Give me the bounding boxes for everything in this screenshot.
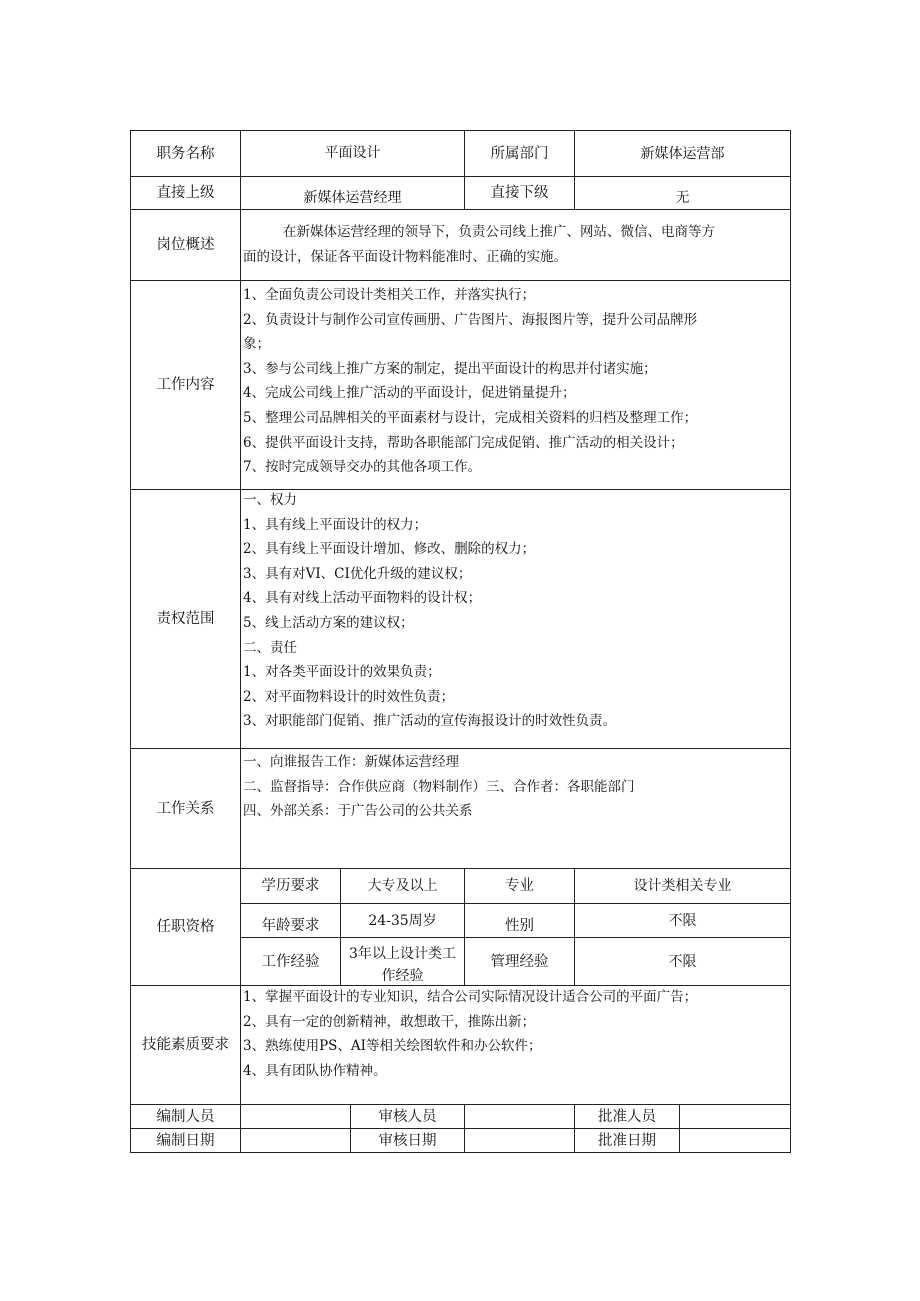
list-item: 2、负责设计与制作公司宣传画册、广告图片、海报图片等，提升公司品牌形 [243,311,698,328]
list-item: 3、熟练使用PS、AI等相关绘图软件和办公软件； [243,1038,542,1055]
list-item: 2、具有一定的创新精神，敢想敢干，推陈出新； [243,1013,536,1030]
list-item: 四、外部关系：于广告公司的公共关系 [243,803,473,820]
prepared-date-field[interactable] [241,1129,350,1152]
overview-line: 面的设计，保证各平面设计物料能准时、正确的实施。 [243,249,567,265]
list-item: 3、具有对VI、CI优化升级的建议权； [243,565,472,582]
table-border-bottom [130,1152,791,1153]
list-item: 二、监督指导：合作供应商（物料制作）三、合作者：各职能部门 [243,778,635,795]
management-value: 不限 [668,953,697,970]
overview-text [243,220,789,270]
list-item: 二、责任 [243,639,297,656]
education-label: 学历要求 [261,878,320,894]
list-item: 1、对各类平面设计的效果负责； [243,664,441,681]
gender-label: 性别 [505,918,534,934]
relations-label: 工作关系 [156,800,215,817]
age-label: 年龄要求 [261,918,320,934]
reviewed-date-field[interactable] [465,1129,574,1152]
duties-list [243,283,789,480]
list-item: 7、按时完成领导交办的其他各项工作。 [243,459,482,476]
list-item: 一、权力 [243,492,297,508]
skills-list [243,985,789,1083]
age-value: 24-35周岁 [368,912,437,929]
overview-label: 岗位概述 [156,237,215,253]
list-item: 一、向谁报告工作：新媒体运营经理 [243,754,459,770]
approved-date-label: 批准日期 [598,1132,656,1149]
col-divider [240,130,241,1153]
reviewed-by-field[interactable] [465,1105,574,1128]
position-name-value: 平面设计 [324,145,381,161]
experience-value [341,938,464,985]
reviewed-by-label: 审核人员 [378,1108,437,1125]
relations-list [243,750,789,824]
department-label: 所属部门 [490,145,549,162]
superior-value: 新媒体运营经理 [303,190,402,206]
approved-by-field[interactable] [680,1105,790,1128]
subordinate-label: 直接下级 [490,185,549,201]
list-item: 1、具有线上平面设计的权力； [243,516,428,533]
list-item: 3、对职能部门促销、推广活动的宣传海报设计的时效性负责。 [243,713,617,730]
list-item: 4、完成公司线上推广活动的平面设计，促进销量提升； [243,385,576,402]
list-item: 1、全面负责公司设计类相关工作，并落实执行； [243,287,536,303]
prepared-date-label: 编制日期 [156,1132,215,1149]
list-item: 4、具有对线上活动平面物料的设计权； [243,590,482,607]
overview-line: 在新媒体运营经理的领导下，负责公司线上推广、网站、微信、电商等方 [283,224,715,240]
authority-label: 责权范围 [156,611,215,627]
prepared-by-field[interactable] [241,1105,350,1128]
list-item: 6、提供平面设计支持，帮助各职能部门完成促销、推广活动的相关设计； [243,434,684,451]
approved-by-label: 批准人员 [598,1108,656,1125]
gender-value: 不限 [668,912,697,929]
experience-value-line: 3年以上设计类工 [349,946,456,962]
qualifications-label: 任职资格 [156,919,215,935]
list-item: 2、具有线上平面设计增加、修改、删除的权力； [243,541,536,558]
major-label: 专业 [505,878,534,894]
table-border-right [790,130,791,1153]
reviewed-date-label: 审核日期 [378,1132,437,1149]
list-item: 1、掌握平面设计的专业知识，结合公司实际情况设计适合公司的平面广告； [243,989,698,1005]
list-item: 4、具有团队协作精神。 [243,1062,387,1079]
superior-label: 直接上级 [156,185,215,201]
approved-date-field[interactable] [680,1129,790,1152]
list-item: 2、对平面物料设计的时效性负责； [243,688,455,705]
education-value: 大专及以上 [367,878,438,894]
duties-label: 工作内容 [156,377,215,393]
subordinate-value: 无 [675,190,690,206]
list-item: 5、整理公司品牌相关的平面素材与设计，完成相关资料的归档及整理工作； [243,409,698,426]
list-item: 3、参与公司线上推广方案的制定，提出平面设计的构思并付诸实施； [243,360,657,377]
major-value: 设计类相关专业 [633,878,732,894]
experience-value-line: 作经验 [381,968,424,984]
experience-label: 工作经验 [261,953,320,970]
prepared-by-label: 编制人员 [156,1108,215,1125]
authority-list [243,488,789,734]
department-value: 新媒体运营部 [640,145,725,162]
skills-label: 技能素质要求 [142,1037,229,1053]
position-name-label: 职务名称 [156,145,215,162]
list-item: 象； [243,336,270,353]
list-item: 5、线上活动方案的建议权； [243,614,414,631]
management-label: 管理经验 [490,953,549,970]
